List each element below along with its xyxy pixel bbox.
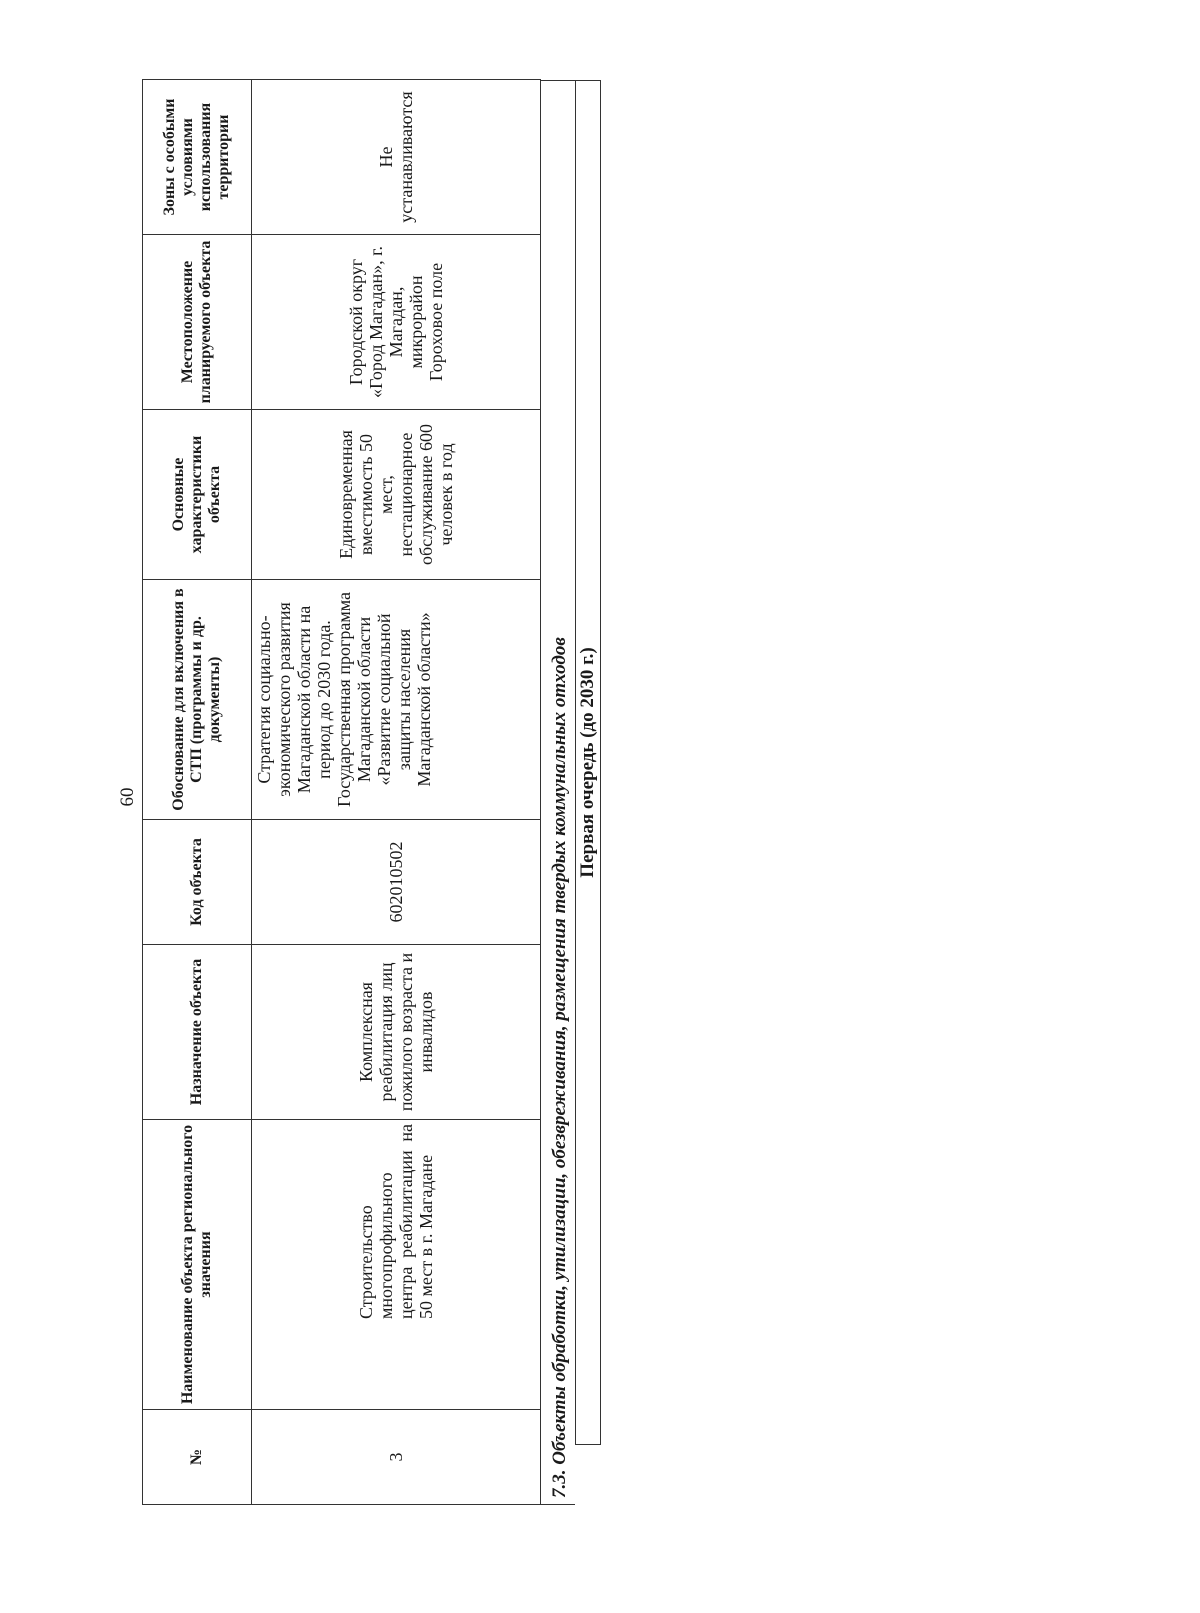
cell-purpose: Комплексная реабилитация лиц пожилого возраста и инвалидов	[252, 945, 541, 1120]
rotated-table-container	[142, 80, 637, 1505]
cell-zones: Не устанавливаются	[252, 80, 541, 235]
cell-location: Городской округ «Город Магадан», г. Магадан, микрорайон Гороховое поле	[252, 235, 541, 410]
cell-name: Строительство многопрофильного центра реабилитации на 50 мест в г. Магадане	[252, 1120, 541, 1410]
objects-table	[142, 79, 541, 1505]
table-header-row	[143, 80, 252, 1505]
header-zones: Зоны с особыми условиями использования территории	[143, 80, 252, 235]
cell-code: 602010502	[252, 820, 541, 945]
header-characteristics: Основные характеристики объекта	[143, 410, 252, 580]
table-row	[252, 80, 541, 1505]
header-number: №	[143, 1410, 252, 1505]
cell-basis: Стратегия социально-экономического развития Магаданской области на период до 2030 года. Государственная программа Магаданской области «Развитие социальной защиты населения Магаданской области»	[252, 580, 541, 820]
header-purpose: Назначение объекта	[143, 945, 252, 1120]
page-number: 60	[117, 787, 138, 807]
stage-label: Первая очередь (до 2030 г.)	[575, 80, 601, 1445]
header-location: Местоположение планируемого объекта	[143, 235, 252, 410]
cell-number: 3	[252, 1410, 541, 1505]
section-title: 7.3. Объекты обработки, утилизации, обезвреживания, размещения твердых коммунальных отходов	[541, 80, 575, 1505]
header-name: Наименование объекта регионального значения	[143, 1120, 252, 1410]
header-basis: Обоснование для включения в СТП (программы и др. документы)	[143, 580, 252, 820]
header-code: Код объекта	[143, 820, 252, 945]
cell-characteristics: Единовременная вместимость 50 мест, нестационарное обслуживание 600 человек в год	[252, 410, 541, 580]
